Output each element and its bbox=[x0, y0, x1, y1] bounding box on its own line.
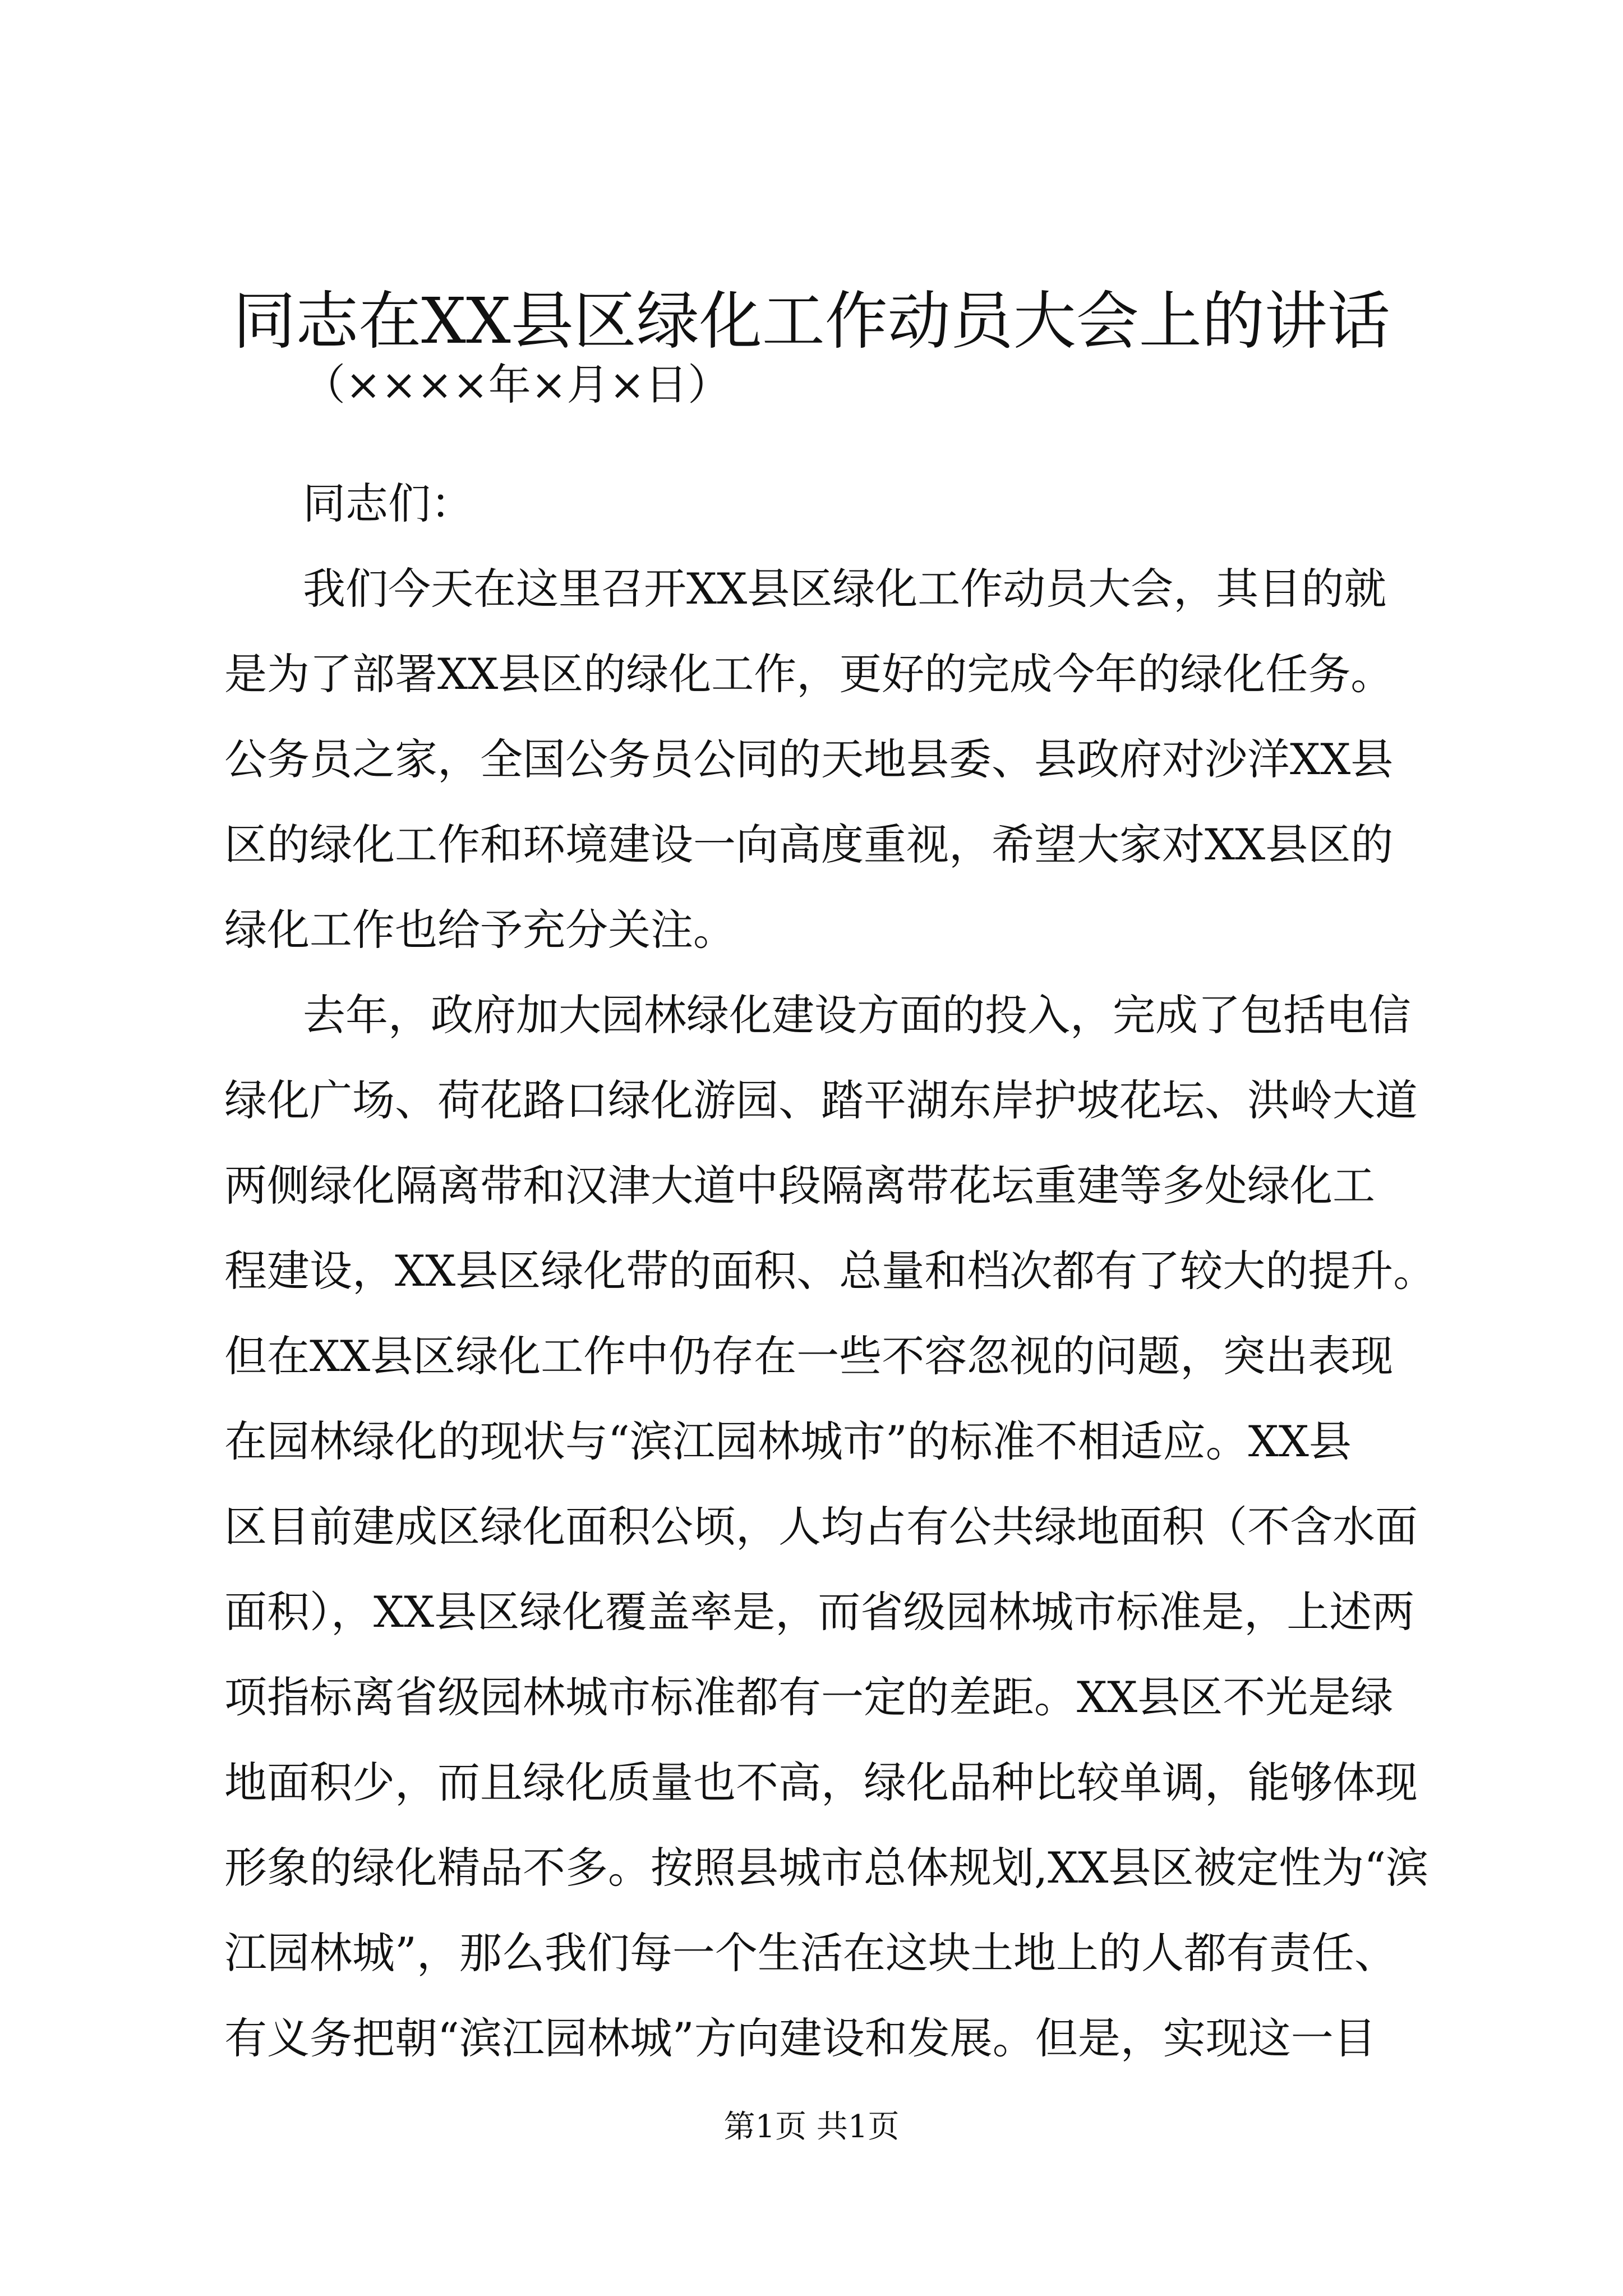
body-line: 项指标离省级园林城市标准都有一定的差距。XX县区不光是绿 bbox=[224, 1672, 1394, 1722]
body-line: 形象的绿化精品不多。按照县城市总体规划,XX县区被定性为“滨 bbox=[224, 1843, 1429, 1893]
body-line: 去年，政府加大园林绿化建设方面的投入，完成了包括电信 bbox=[303, 990, 1411, 1040]
salutation: 同志们： bbox=[303, 478, 473, 528]
body-line: 公务员之家，全国公务员公同的天地县委、县政府对沙洋XX县 bbox=[224, 734, 1394, 784]
body-line: 但在XX县区绿化工作中仍存在一些不容忽视的问题，突出表现 bbox=[224, 1331, 1394, 1381]
body-line: 地面积少，而且绿化质量也不高，绿化品种比较单调，能够体现 bbox=[224, 1757, 1418, 1807]
body-line: 区的绿化工作和环境建设一向高度重视，希望大家对XX县区的 bbox=[224, 820, 1394, 869]
body-line: 在园林绿化的现状与“滨江园林城市”的标准不相适应。XX县 bbox=[224, 1416, 1352, 1466]
body-line: 区目前建成区绿化面积公顷，人均占有公共绿地面积（不含水面 bbox=[224, 1502, 1418, 1552]
document-title: 同志在XX县区绿化工作动员大会上的讲话 bbox=[233, 285, 1390, 358]
page-number: 第1页 共1页 bbox=[723, 2109, 900, 2145]
document-date: （××××年×月×日） bbox=[303, 360, 731, 409]
body-line: 面积），XX县区绿化覆盖率是，而省级园林城市标准是，上述两 bbox=[224, 1587, 1415, 1637]
body-line: 江园林城”，那么我们每一个生活在这块土地上的人都有责任、 bbox=[224, 1928, 1397, 1978]
body-line: 两侧绿化隔离带和汉津大道中段隔离带花坛重建等多处绿化工 bbox=[224, 1161, 1375, 1211]
body-line: 程建设，XX县区绿化带的面积、总量和档次都有了较大的提升。 bbox=[224, 1246, 1436, 1296]
body-line: 绿化广场、荷花路口绿化游园、踏平湖东岸护坡花坛、洪岭大道 bbox=[224, 1075, 1418, 1125]
body-line: 绿化工作也给予充分关注。 bbox=[224, 905, 736, 955]
body-line: 我们今天在这里召开XX县区绿化工作动员大会，其目的就 bbox=[303, 564, 1387, 614]
body-line: 有义务把朝“滨江园林城”方向建设和发展。但是，实现这一目 bbox=[224, 2013, 1376, 2063]
body-line: 是为了部署XX县区的绿化工作，更好的完成今年的绿化任务。 bbox=[224, 649, 1394, 699]
